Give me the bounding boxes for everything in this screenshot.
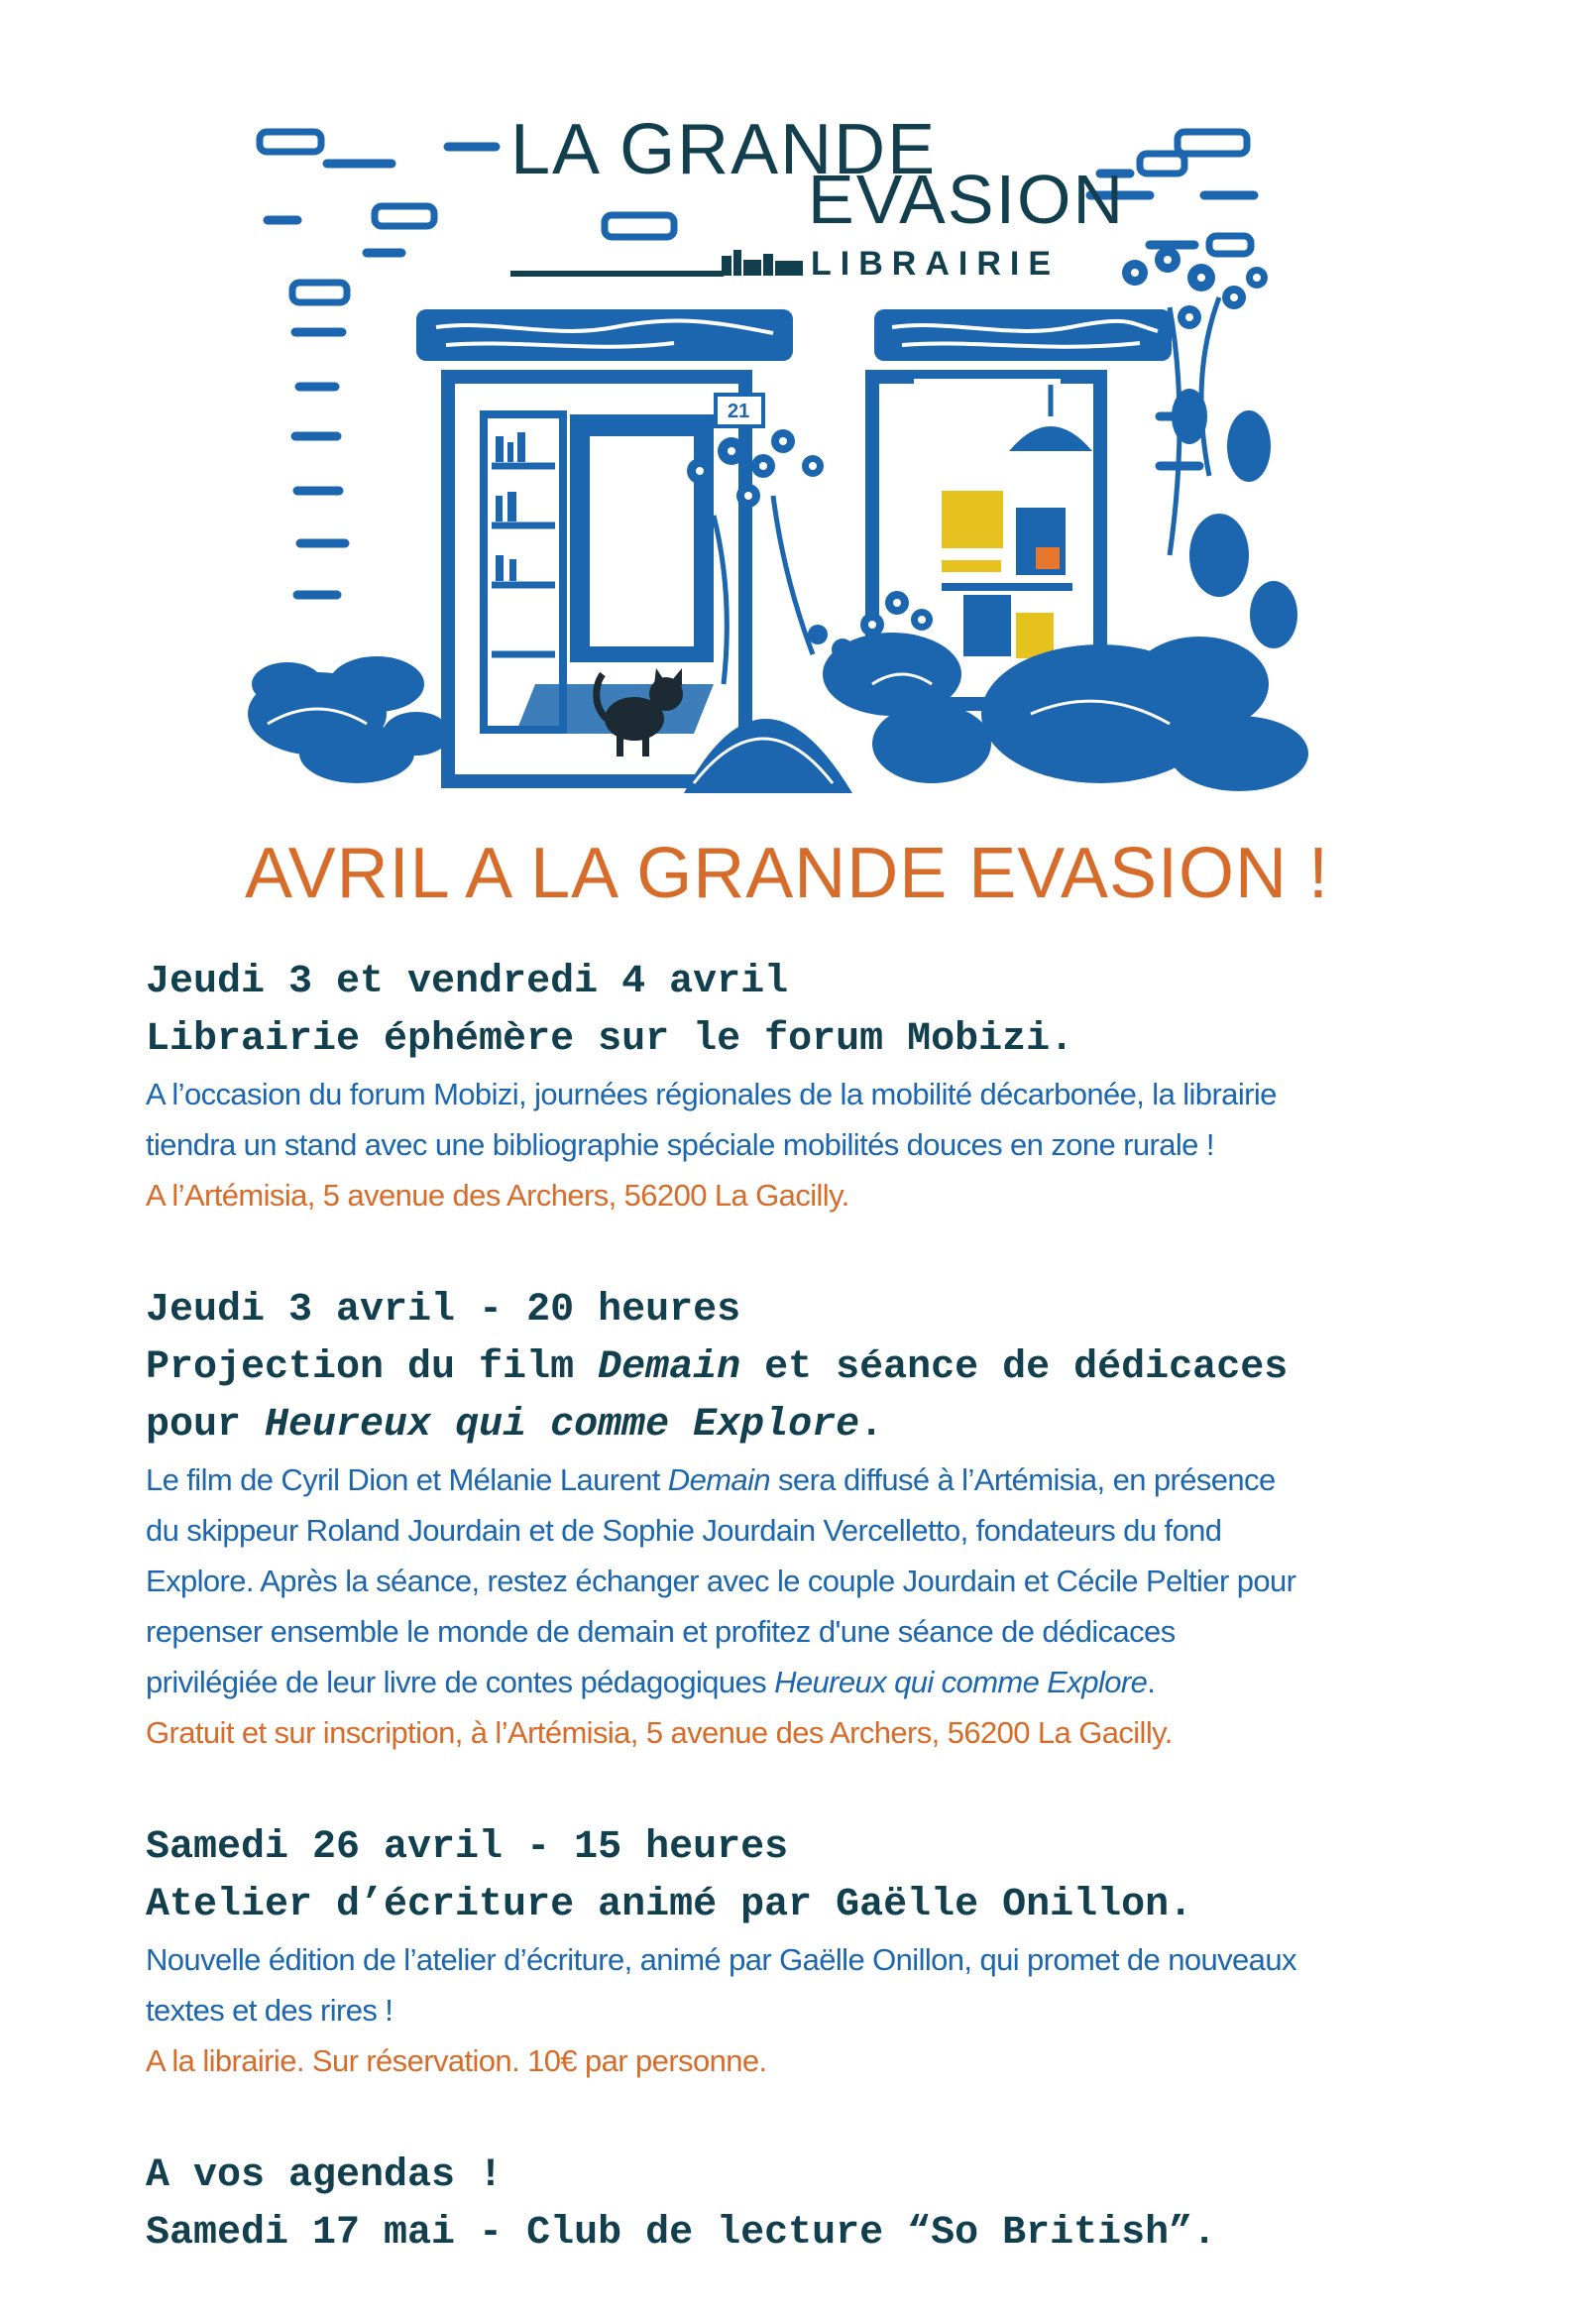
event-item <box>146 1819 1434 2086</box>
event-date: Samedi 26 avril - 15 heures <box>146 1825 789 1870</box>
lintel-right <box>874 309 1172 361</box>
event-title-part: et séance de dédicaces <box>740 1345 1289 1390</box>
logo-line3: LIBRAIRIE <box>811 245 1060 283</box>
events-list <box>146 954 1434 2324</box>
logo-skyline <box>722 250 803 276</box>
event-description-line: Explore. Après la séance, restez échanger avec le couple Jourdain et Cécile Peltier pour <box>146 1564 1296 1598</box>
lintel-left <box>416 309 793 361</box>
event-description-line: tiendra un stand avec une bibliographie spéciale mobilités douces en zone rurale ! <box>146 1127 1214 1162</box>
logo-line1: LA GRANDE <box>510 110 938 189</box>
event-title-part: Projection du film <box>146 1345 599 1390</box>
event-location: Gratuit et sur inscription, à l’Artémisia, 5 avenue des Archers, 56200 La Gacilly. <box>146 1715 1173 1750</box>
page-headline: AVRIL A LA GRANDE EVASION ! <box>244 834 1330 913</box>
event-title-line2 <box>146 1397 1434 1454</box>
event-title: Atelier d’écriture animé par Gaëlle Onillon. <box>146 1883 1193 1927</box>
event-description-line: repenser ensemble le monde de demain et profitez d'une séance de dédicaces <box>146 1614 1176 1649</box>
event-date: Jeudi 3 et vendredi 4 avril <box>146 960 789 1004</box>
text-span: . <box>1147 1665 1156 1699</box>
agenda-line: Samedi 17 mai - Club de lecture “So British”. <box>146 2211 1217 2256</box>
event-description-line: A l’occasion du forum Mobizi, journées régionales de la mobilité décarbonée, la librairie <box>146 1077 1277 1111</box>
event-description-line: Nouvelle édition de l’atelier d’écriture, animé par Gaëlle Onillon, qui promet de nouveaux <box>146 1942 1296 1977</box>
film-title: Demain <box>667 1462 771 1497</box>
event-description-line: du skippeur Roland Jourdain et de Sophie Jourdain Vercelletto, fondateurs du fond <box>146 1513 1222 1548</box>
event-item <box>146 954 1434 1220</box>
event-title: Librairie éphémère sur le forum Mobizi. <box>146 1017 1074 1062</box>
door <box>448 377 745 781</box>
event-title-part: . <box>859 1403 884 1448</box>
event-description-line: textes et des rires ! <box>146 1993 394 2028</box>
book-title: Heureux qui comme Explore <box>774 1665 1148 1699</box>
text-span: sera diffusé à l’Artémisia, en présence <box>770 1462 1276 1497</box>
event-date: Jeudi 3 avril - 20 heures <box>146 1288 741 1333</box>
event-description-line <box>146 1454 1434 1505</box>
agenda-heading: A vos agendas ! <box>146 2153 504 2198</box>
book-title: Heureux qui comme Explore <box>265 1403 860 1448</box>
event-item <box>146 1282 1434 1758</box>
event-description-line <box>146 1657 1434 1707</box>
event-title <box>146 1339 1434 1397</box>
house-number: 21 <box>728 401 750 422</box>
logo-line2: EVASION <box>808 161 1126 238</box>
text-span: privilégiée de leur livre de contes pédagogiques <box>146 1665 775 1699</box>
event-title-part: pour <box>146 1403 266 1448</box>
event-location: A l’Artémisia, 5 avenue des Archers, 56200 La Gacilly. <box>146 1178 849 1213</box>
agenda-section <box>146 2148 1434 2263</box>
bookstore-logo <box>0 0 1574 823</box>
text-span: Le film de Cyril Dion et Mélanie Laurent <box>146 1462 668 1497</box>
film-title: Demain <box>598 1345 741 1390</box>
event-location: A la librairie. Sur réservation. 10€ par personne. <box>146 2043 767 2078</box>
